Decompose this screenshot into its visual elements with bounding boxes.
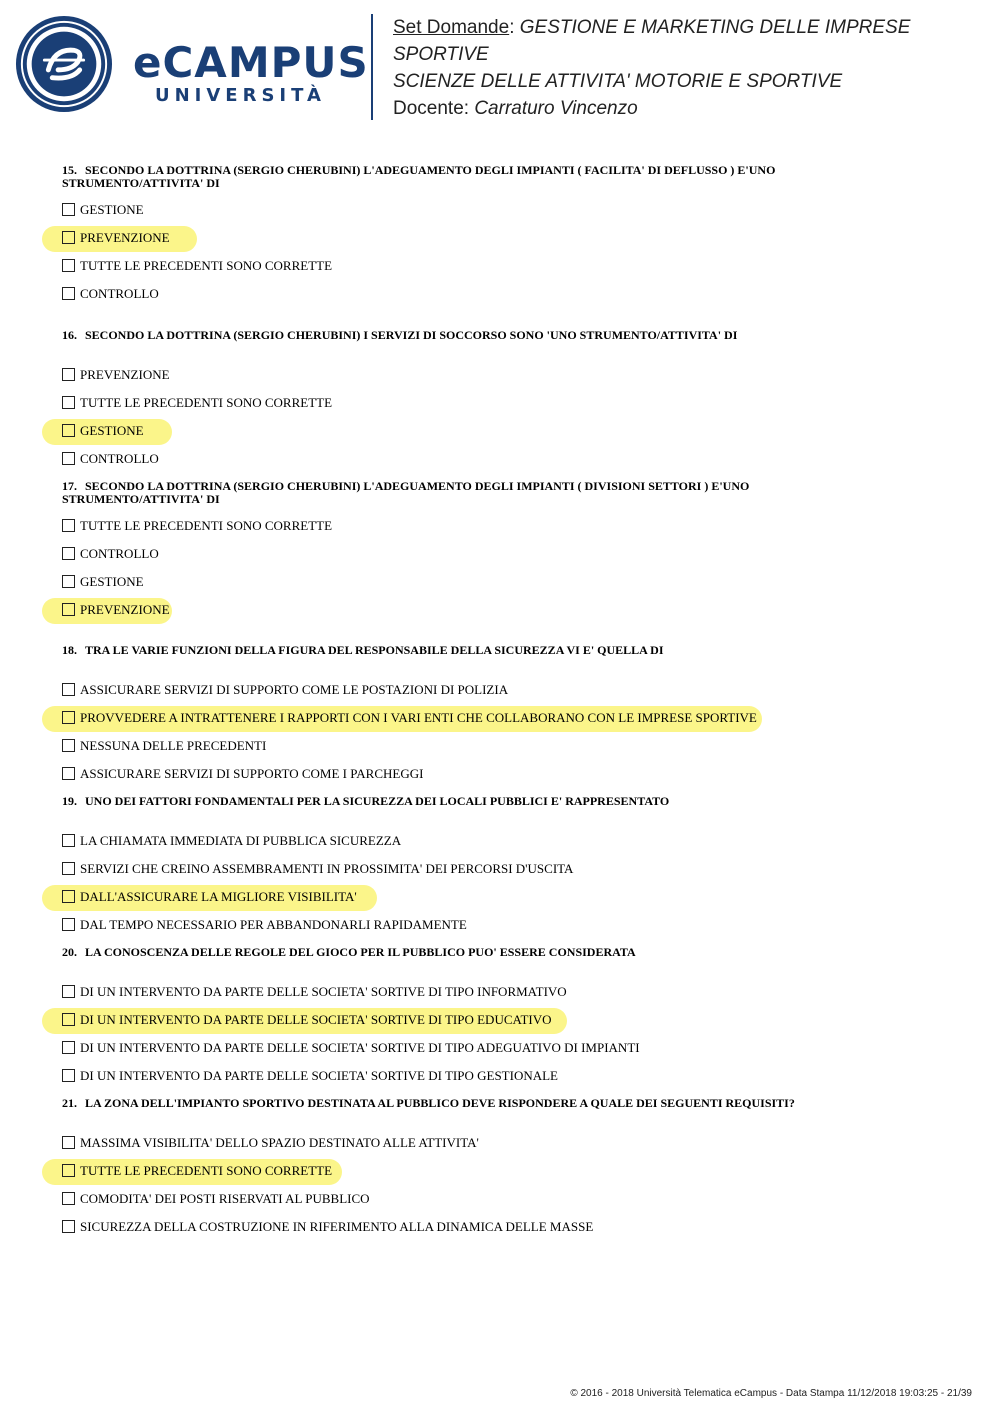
- question-title: [62, 1097, 892, 1110]
- logo-subtitle: UNIVERSITÀ: [155, 85, 326, 106]
- answer-checkbox[interactable]: [62, 1164, 75, 1177]
- question-text: LA ZONA DELL'IMPIANTO SPORTIVO DESTINATA AL PUBBLICO DEVE RISPONDERE A QUALE DEI SEGUENTI REQUISITI?: [85, 1096, 795, 1110]
- question-title: [62, 795, 892, 808]
- question-number: 19.: [62, 794, 77, 808]
- answer-text: TUTTE LE PRECEDENTI SONO CORRETTE: [80, 395, 333, 410]
- question-title: [62, 946, 892, 959]
- answer-text: GESTIONE: [80, 574, 144, 589]
- answer-checkbox[interactable]: [62, 890, 75, 903]
- answer-checkbox[interactable]: [62, 424, 75, 437]
- answer-text: CONTROLLO: [80, 546, 159, 561]
- answer-text: CONTROLLO: [80, 451, 159, 466]
- question-number: 20.: [62, 945, 77, 959]
- answer-checkbox[interactable]: [62, 519, 75, 532]
- answer-checkbox[interactable]: [62, 1041, 75, 1054]
- answer-text: LA CHIAMATA IMMEDIATA DI PUBBLICA SICUREZZA: [80, 833, 402, 848]
- teacher-name: Carraturo Vincenzo: [474, 98, 638, 119]
- logo-name: eCAMPUS: [133, 38, 369, 87]
- answer-checkbox[interactable]: [62, 547, 75, 560]
- answer-text: DI UN INTERVENTO DA PARTE DELLE SOCIETA' SORTIVE DI TIPO EDUCATIVO: [80, 1012, 552, 1027]
- answer-text: CONTROLLO: [80, 286, 159, 301]
- question-text: LA CONOSCENZA DELLE REGOLE DEL GIOCO PER IL PUBBLICO PUO' ESSERE CONSIDERATA: [85, 945, 636, 959]
- course-title: GESTIONE E MARKETING DELLE IMPRESE SPORTIVE: [393, 17, 911, 65]
- answer-checkbox[interactable]: [62, 259, 75, 272]
- question-title: [62, 329, 892, 342]
- question-number: 18.: [62, 643, 77, 657]
- answer-text: GESTIONE: [80, 423, 144, 438]
- answer-checkbox[interactable]: [62, 985, 75, 998]
- answer-checkbox[interactable]: [62, 767, 75, 780]
- answer-text: DI UN INTERVENTO DA PARTE DELLE SOCIETA' SORTIVE DI TIPO GESTIONALE: [80, 1068, 558, 1083]
- answer-checkbox[interactable]: [62, 834, 75, 847]
- question-text: SECONDO LA DOTTRINA (SERGIO CHERUBINI) L'ADEGUAMENTO DEGLI IMPIANTI ( FACILITA' DI DEFLUSSO ) E'UNO STRUMENTO/ATTIVITA' DI: [62, 163, 776, 190]
- answer-text: MASSIMA VISIBILITA' DELLO SPAZIO DESTINATO ALLE ATTIVITA': [80, 1135, 479, 1150]
- answer-checkbox[interactable]: [62, 1192, 75, 1205]
- question-number: 17.: [62, 479, 77, 493]
- answer-text: DI UN INTERVENTO DA PARTE DELLE SOCIETA' SORTIVE DI TIPO ADEGUATIVO DI IMPIANTI: [80, 1040, 640, 1055]
- answer-checkbox[interactable]: [62, 287, 75, 300]
- question-title: [62, 644, 892, 657]
- question-number: 21.: [62, 1096, 77, 1110]
- question-number: 16.: [62, 328, 77, 342]
- teacher-label: Docente:: [393, 98, 470, 119]
- answer-text: PREVENZIONE: [80, 602, 170, 617]
- answer-text: NESSUNA DELLE PRECEDENTI: [80, 738, 267, 753]
- answer-text: DI UN INTERVENTO DA PARTE DELLE SOCIETA' SORTIVE DI TIPO INFORMATIVO: [80, 984, 567, 999]
- answer-checkbox[interactable]: [62, 1069, 75, 1082]
- answer-checkbox[interactable]: [62, 739, 75, 752]
- question-text: SECONDO LA DOTTRINA (SERGIO CHERUBINI) I SERVIZI DI SOCCORSO SONO 'UNO STRUMENTO/ATTIVITA' DI: [85, 328, 738, 342]
- answer-checkbox[interactable]: [62, 918, 75, 931]
- answer-text: DAL TEMPO NECESSARIO PER ABBANDONARLI RAPIDAMENTE: [80, 917, 467, 932]
- answer-checkbox[interactable]: [62, 1136, 75, 1149]
- answer-text: TUTTE LE PRECEDENTI SONO CORRETTE: [80, 1163, 333, 1178]
- answer-text: SERVIZI CHE CREINO ASSEMBRAMENTI IN PROSSIMITA' DEI PERCORSI D'USCITA: [80, 861, 574, 876]
- question-title: [62, 164, 892, 190]
- question-title: [62, 480, 892, 506]
- question-text: TRA LE VARIE FUNZIONI DELLA FIGURA DEL RESPONSABILE DELLA SICUREZZA VI E' QUELLA DI: [85, 643, 664, 657]
- answer-text: TUTTE LE PRECEDENTI SONO CORRETTE: [80, 258, 333, 273]
- page-footer: © 2016 - 2018 Università Telematica eCampus - Data Stampa 11/12/2018 19:03:25 - 21/39: [570, 1388, 972, 1399]
- answer-text: PREVENZIONE: [80, 367, 170, 382]
- answer-text: COMODITA' DEI POSTI RISERVATI AL PUBBLICO: [80, 1191, 370, 1206]
- answer-checkbox[interactable]: [62, 603, 75, 616]
- question-text: UNO DEI FATTORI FONDAMENTALI PER LA SICUREZZA DEI LOCALI PUBBLICI E' RAPPRESENTATO: [85, 794, 670, 808]
- answer-checkbox[interactable]: [62, 1220, 75, 1233]
- set-label: Set Domande: [393, 17, 510, 38]
- answer-text: ASSICURARE SERVIZI DI SUPPORTO COME LE POSTAZIONI DI POLIZIA: [80, 682, 509, 697]
- answer-text: TUTTE LE PRECEDENTI SONO CORRETTE: [80, 518, 333, 533]
- answer-text: PREVENZIONE: [80, 230, 170, 245]
- answer-checkbox[interactable]: [62, 711, 75, 724]
- answer-checkbox[interactable]: [62, 396, 75, 409]
- answer-text: SICUREZZA DELLA COSTRUZIONE IN RIFERIMENTO ALLA DINAMICA DELLE MASSE: [80, 1219, 594, 1234]
- question-number: 15.: [62, 163, 77, 177]
- answer-checkbox[interactable]: [62, 452, 75, 465]
- question-text: SECONDO LA DOTTRINA (SERGIO CHERUBINI) L'ADEGUAMENTO DEGLI IMPIANTI ( DIVISIONI SETTORI ) E'UNO STRUMENTO/ATTIVITA' DI: [62, 479, 750, 506]
- answer-checkbox[interactable]: [62, 231, 75, 244]
- answer-checkbox[interactable]: [62, 575, 75, 588]
- answer-checkbox[interactable]: [62, 368, 75, 381]
- answer-checkbox[interactable]: [62, 862, 75, 875]
- answer-text: GESTIONE: [80, 202, 144, 217]
- answer-text: PROVVEDERE A INTRATTENERE I RAPPORTI CON I VARI ENTI CHE COLLABORANO CON LE IMPRESE SPORTIVE: [80, 710, 757, 725]
- course-line: Set Domande: GESTIONE E MARKETING DELLE IMPRESE SPORTIVE: [393, 17, 911, 65]
- degree-title: SCIENZE DELLE ATTIVITA' MOTORIE E SPORTIVE: [393, 71, 843, 92]
- answer-checkbox[interactable]: [62, 683, 75, 696]
- answer-text: DALL'ASSICURARE LA MIGLIORE VISIBILITA': [80, 889, 357, 904]
- answer-checkbox[interactable]: [62, 203, 75, 216]
- answer-checkbox[interactable]: [62, 1013, 75, 1026]
- answer-text: ASSICURARE SERVIZI DI SUPPORTO COME I PARCHEGGI: [80, 766, 424, 781]
